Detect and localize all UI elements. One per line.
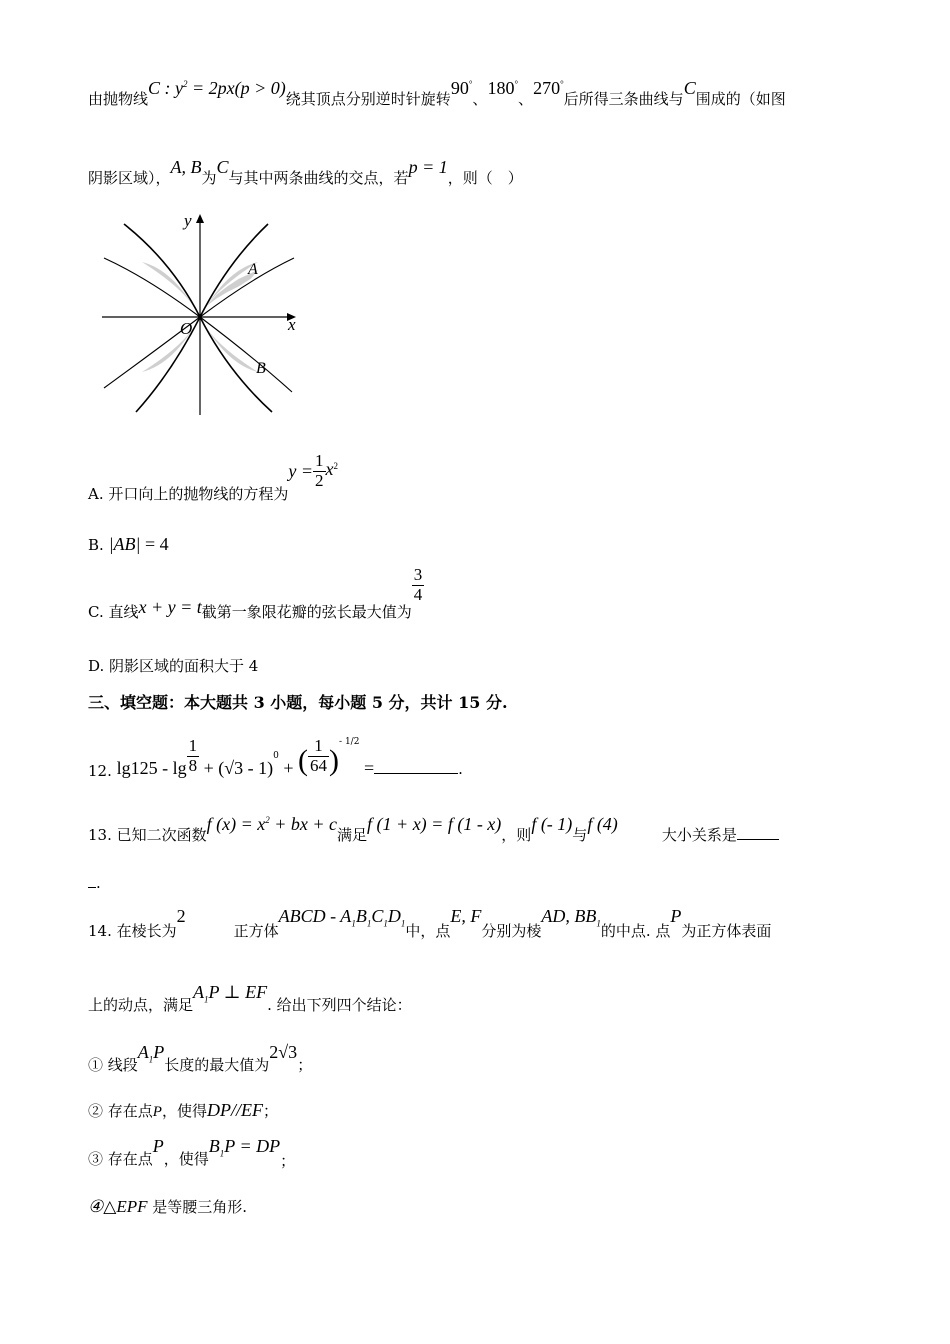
math-curve: C : $y^2 = 2px(p > 0)$ bbox=[148, 78, 286, 98]
q13-function: f $(x) = x^2$ + bx + c bbox=[206, 814, 338, 834]
y-axis-arrow bbox=[196, 214, 204, 223]
parabola-right-lower bbox=[200, 317, 292, 392]
option-b: B. |AB| = 4 bbox=[88, 534, 169, 554]
angle-90: 90° bbox=[450, 78, 473, 98]
q14-line2: 上的动点，满足$A_1P$ ⊥ EF. 给出下列四个结论： bbox=[88, 982, 412, 1014]
point-b-label: B bbox=[256, 360, 266, 377]
angle-180: 180° bbox=[487, 78, 519, 98]
section-heading: 三、填空题：本大题共 3 小题，每小题 5 分，共计 15 分. bbox=[88, 693, 508, 712]
q14-conclusion-4: ④△EPF 是等腰三角形. bbox=[88, 1197, 248, 1216]
q14-line1: 14. 在棱长为2正方体ABCD - $A_1B_1C_1D_1$中，点E, F分别为棱AD, $BB_1$的中点. 点P为正方体表面 bbox=[88, 906, 772, 940]
q13-tail: . bbox=[88, 874, 101, 892]
q13: 13. 已知二次函数f $(x) = x^2$ + bx + c满足f (1 + x) = f (1 - x)，则f (- 1)与f (4)大小关系是 bbox=[88, 814, 864, 835]
q13-answer-blank[interactable] bbox=[737, 839, 779, 840]
y-label: y bbox=[184, 211, 192, 230]
q14-conclusion-1: ① 线段$A_1P$长度的最大值为2√3； bbox=[88, 1042, 313, 1074]
parabola-up-left bbox=[124, 224, 200, 317]
q14-conclusion-2: ② 存在点P，使得DP//EF； bbox=[88, 1100, 278, 1120]
q11-line2: 阴影区域），A, B为C与其中两条曲线的交点，若p = 1，则（ ） bbox=[88, 157, 523, 187]
x-label: x bbox=[288, 315, 296, 334]
q12: 12. lg125 - lg $\frac{1}{8}$ + (√3 - 1)$^0$ + ( $\frac{1}{64}$ )$^{- 1/2}$ = . bbox=[88, 735, 463, 780]
angle-270: 270° bbox=[533, 78, 564, 98]
q14-conclusion-3: ③ 存在点P，使得$B_1P$ = DP； bbox=[88, 1136, 296, 1170]
q12-answer-blank[interactable] bbox=[374, 773, 458, 774]
q11-line1: 由抛物线C : $y^2 = 2px(p > 0)$绕其顶点分别逆时针旋转90°、180°、270°后所得三条曲线与C围成的（如图 bbox=[88, 78, 786, 108]
q14-cube: ABCD - $A_1B_1C_1D_1$ bbox=[278, 906, 406, 929]
parabola-flower-figure bbox=[96, 206, 316, 421]
origin-label: O bbox=[180, 319, 193, 338]
option-d: D. 阴影区域的面积大于 4 bbox=[88, 657, 259, 675]
option-c: C. 直线x + y = t截第一象限花瓣的弦长最大值为 $\frac{3}{4}$ bbox=[88, 565, 423, 622]
point-a-label: A bbox=[248, 261, 258, 278]
option-a: A. 开口向上的抛物线的方程为y = $\frac{1}{2}$ $x^2$ bbox=[88, 451, 339, 504]
